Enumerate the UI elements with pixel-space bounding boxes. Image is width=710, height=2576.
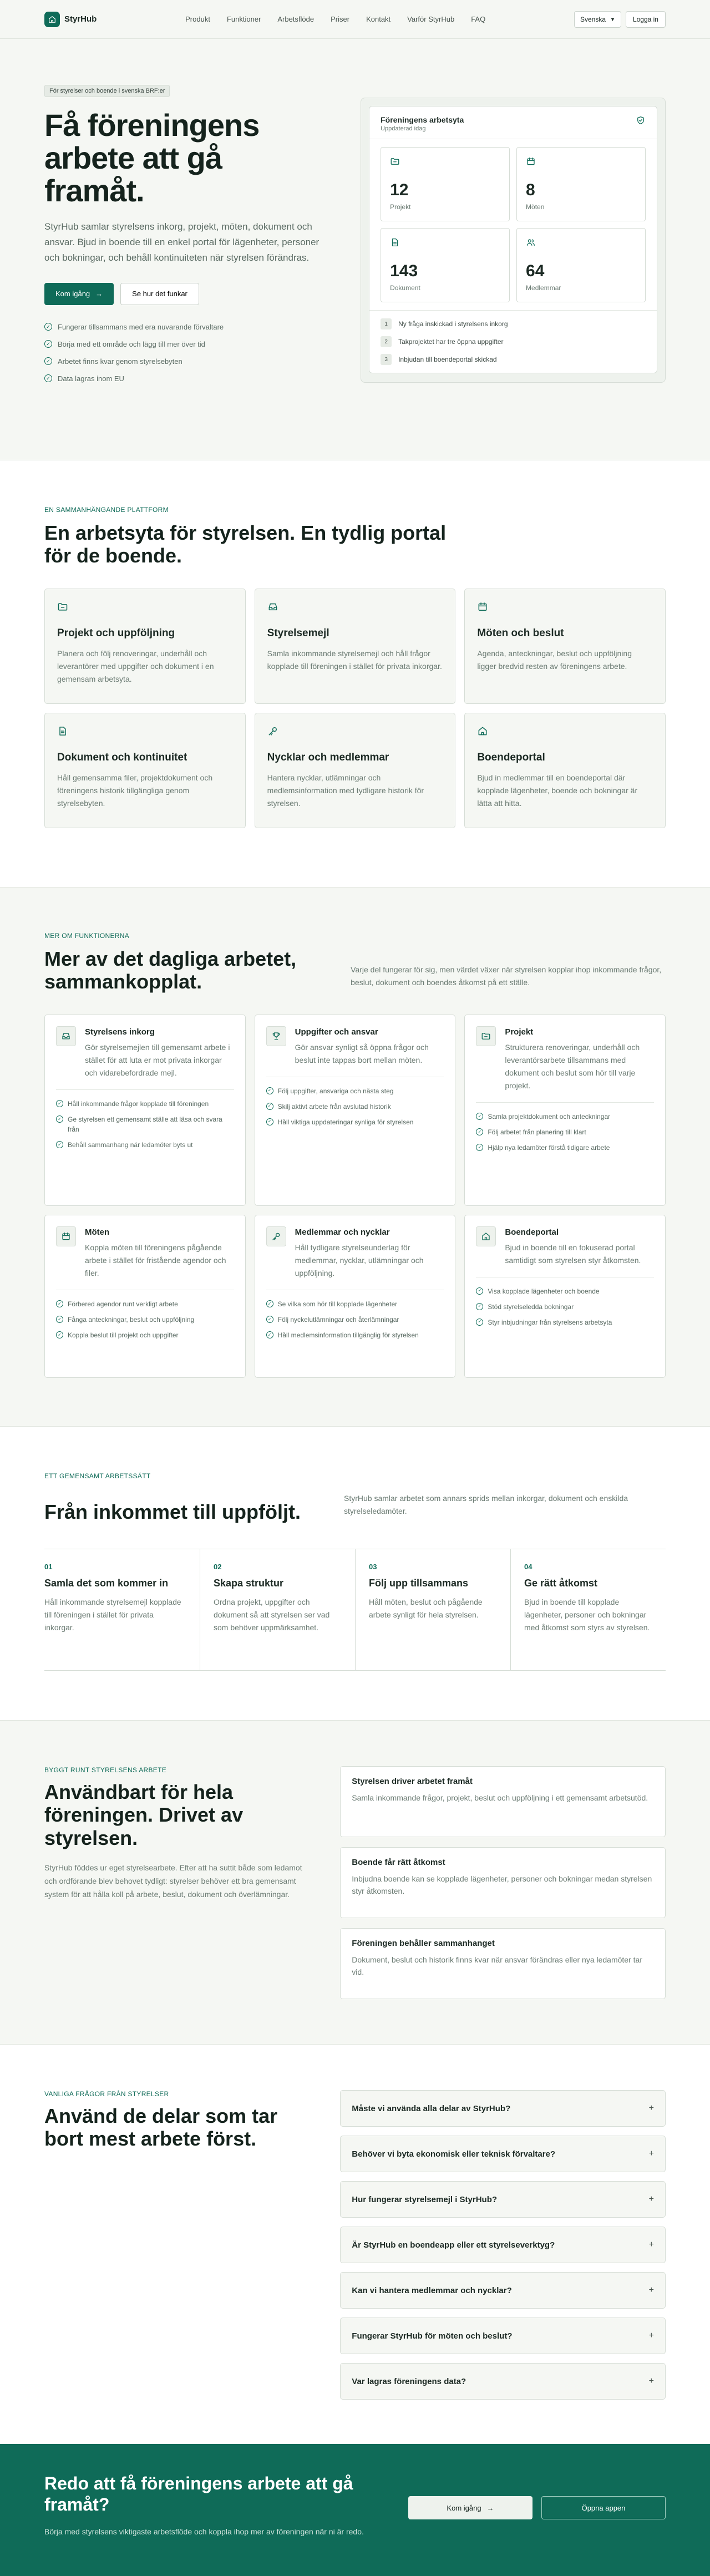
item-number: 1	[381, 318, 392, 329]
feature-item	[266, 1086, 444, 1096]
faq-item[interactable]	[340, 2136, 666, 2172]
folder-icon	[57, 601, 68, 612]
check-circle-icon: ✓	[56, 1115, 63, 1123]
item-text: Ny fråga inskickad i styrelsens inkorg	[398, 320, 508, 328]
cta-section	[0, 2444, 710, 2576]
feature-item-text: Behåll sammanhang när ledamöter byts ut	[68, 1141, 193, 1149]
feature-item	[56, 1315, 234, 1325]
get-started-button[interactable]	[44, 283, 114, 305]
faq-list	[340, 2090, 666, 2400]
platform-card	[255, 713, 456, 828]
check-circle-icon: ✓	[266, 1300, 273, 1307]
check-text: Fungerar tillsammans med era nuvarande förvaltare	[58, 322, 224, 331]
feature-item	[56, 1140, 234, 1150]
stat-label: Medlemmar	[526, 284, 561, 292]
about-text: StyrHub föddes ur eget styrelsearbete. Efter att ha suttit både som ledamot och ordförande blev behovet tydligt: styrelser behöver ett bra gemensamt system för att hålla koll på arbete, beslut, dokument och överlämningar.	[44, 1863, 302, 1899]
section-eyebrow: BYGGT RUNT STYRELSENS ARBETE	[44, 1766, 167, 1774]
plus-icon: +	[648, 2240, 654, 2249]
faq-item[interactable]	[340, 2318, 666, 2354]
faq-question: Var lagras föreningens data?	[352, 2376, 466, 2386]
card-text: Planera och följ renoveringar, underhåll och leverantörer med uppgifter och dokument i en gemensam arbetsyta.	[57, 648, 214, 683]
item-number: 3	[381, 354, 392, 365]
check-circle-icon: ✓	[476, 1303, 483, 1310]
nav-link-produkt[interactable]: Produkt	[185, 15, 210, 23]
faq-question: Är StyrHub en boendeapp eller ett styrelseverktyg?	[352, 2240, 555, 2250]
cta-title: Redo att få föreningens arbete att gå framåt?	[44, 2473, 353, 2515]
check-circle-icon: ✓	[476, 1128, 483, 1135]
feature-item-text: Ge styrelsen ett gemensamt ställe att läsa och svara från	[68, 1115, 222, 1134]
workflow-step	[200, 1549, 355, 1670]
platform-card	[464, 713, 666, 828]
check-circle-icon: ✓	[56, 1100, 63, 1107]
activity-list	[369, 310, 657, 373]
key-icon	[266, 1226, 286, 1246]
home-icon	[476, 1226, 496, 1246]
workspace-preview	[361, 98, 666, 383]
feature-item	[476, 1286, 654, 1296]
faq-item[interactable]	[340, 2227, 666, 2263]
feature-item-text: Följ nyckelutlämningar och återlämningar	[277, 1316, 399, 1324]
feature-text: Gör ansvar synligt så öppna frågor och beslut inte tappas bort mellan möten.	[295, 1042, 429, 1064]
faq-question: Fungerar StyrHub för möten och beslut?	[352, 2331, 513, 2341]
feature-card	[255, 1015, 456, 1206]
section-title: En arbetsyta för styrelsen. En tydlig portal för de boende.	[44, 521, 447, 567]
language-value: Svenska	[580, 15, 606, 23]
card-title: Projekt och uppföljning	[57, 627, 175, 639]
feature-item-text: Styr inbjudningar från styrelsens arbetsyta	[488, 1318, 612, 1326]
check-circle-icon: ✓	[44, 357, 52, 365]
step-title: Ge rätt åtkomst	[524, 1578, 598, 1589]
workspace-subtitle: Uppdaterad idag	[381, 125, 426, 132]
key-icon	[267, 726, 278, 737]
feature-title: Möten	[85, 1227, 110, 1237]
card-title: Nycklar och medlemmar	[267, 751, 389, 763]
faq-question: Måste vi använda alla delar av StyrHub?	[352, 2103, 511, 2113]
section-eyebrow: VANLIGA FRÅGOR FRÅN STYRELSER	[44, 2090, 169, 2098]
section-title: Använd de delar som tar bort mest arbete först.	[44, 2105, 278, 2151]
item-number: 2	[381, 336, 392, 347]
faq-item[interactable]	[340, 2090, 666, 2127]
about-card-title: Föreningen behåller sammanhanget	[352, 1939, 495, 1948]
feature-item-text: Hjälp nya ledamöter förstå tidigare arbete	[488, 1144, 610, 1152]
feature-title: Styrelsens inkorg	[85, 1027, 155, 1037]
feature-item	[56, 1099, 234, 1109]
step-number: 02	[214, 1563, 222, 1571]
step-title: Följ upp tillsammans	[369, 1578, 469, 1589]
feature-item	[476, 1143, 654, 1153]
feature-item	[266, 1117, 444, 1127]
list-item	[381, 318, 646, 329]
faq-item[interactable]	[340, 2272, 666, 2309]
feature-item	[476, 1127, 654, 1137]
stat-label: Projekt	[390, 203, 411, 211]
section-title: Från inkommet till uppföljt.	[44, 1500, 301, 1523]
feature-card	[464, 1215, 666, 1378]
feature-card	[44, 1015, 246, 1206]
step-title: Samla det som kommer in	[44, 1578, 169, 1589]
hero-check-item	[44, 357, 327, 366]
card-text: Hantera nycklar, utlämningar och medlemsinformation med tydligare historik för styrelsen.	[267, 773, 424, 808]
about-card-text: Samla inkommande frågor, projekt, beslut och uppföljning i ett gemensamt arbetsutöd.	[352, 1793, 648, 1802]
see-how-button[interactable]: Se hur det funkar	[120, 283, 199, 305]
section-eyebrow: ETT GEMENSAMT ARBETSSÄTT	[44, 1472, 151, 1480]
card-title: Boendeportal	[477, 751, 545, 763]
plus-icon: +	[648, 2376, 654, 2386]
faq-question: Kan vi hantera medlemmar och nycklar?	[352, 2285, 512, 2295]
feature-item	[476, 1112, 654, 1122]
feature-title: Uppgifter och ansvar	[295, 1027, 378, 1037]
hero-title: Få föreningens arbete att gå framåt.	[44, 108, 260, 208]
feature-item-text: Håll viktiga uppdateringar synliga för styrelsen	[277, 1118, 414, 1126]
feature-item	[266, 1102, 444, 1112]
feature-item	[56, 1299, 234, 1309]
nav-link-kontakt[interactable]: Kontakt	[366, 15, 391, 23]
feature-item-text: Skilj aktivt arbete från avslutad historik	[277, 1102, 391, 1110]
folder-icon	[476, 1026, 496, 1046]
section-intro: StyrHub samlar arbetet som annars sprids mellan inkorgar, dokument och enskilda styrelseledamöter.	[344, 1494, 628, 1516]
nav-link-varfor[interactable]: Varför StyrHub	[407, 15, 455, 23]
about-card	[340, 1928, 666, 1999]
feature-title: Medlemmar och nycklar	[295, 1227, 390, 1237]
check-circle-icon: ✓	[476, 1144, 483, 1151]
feature-item-text: Samla projektdokument och anteckningar	[488, 1113, 611, 1121]
faq-item[interactable]	[340, 2181, 666, 2218]
brand-name: StyrHub	[64, 14, 97, 24]
feature-item-text: Håll medlemsinformation tillgänglig för styrelsen	[277, 1331, 419, 1340]
check-circle-icon: ✓	[56, 1300, 63, 1307]
feature-title: Projekt	[505, 1027, 534, 1037]
nav-link-faq[interactable]: FAQ	[471, 15, 486, 23]
arrow-right-icon: →	[95, 290, 103, 298]
features-section	[0, 888, 710, 1427]
check-circle-icon: ✓	[44, 323, 52, 331]
workflow-section	[0, 1427, 710, 1721]
arrow-right-icon: →	[486, 2503, 494, 2512]
item-text: Inbjudan till boendeportal skickad	[398, 356, 497, 363]
feature-text: Strukturera renoveringar, underhåll och leverantörsarbete tillsammans med dokument och beslut som hör till varje projekt.	[505, 1042, 640, 1091]
section-intro: Varje del fungerar för sig, men värdet växer när styrelsen kopplar ihop inkommande frågor, beslut, dokument och boendes åtkomst på ett ställe.	[351, 965, 662, 987]
hero-section	[0, 39, 710, 460]
stat-value: 143	[390, 262, 418, 280]
step-text: Håll möten, beslut och pågående arbete synligt för hela styrelsen.	[369, 1598, 483, 1620]
feature-card	[464, 1015, 666, 1206]
platform-card	[464, 589, 666, 704]
feature-title: Boendeportal	[505, 1227, 559, 1237]
brand-logo[interactable]	[44, 12, 97, 27]
faq-question: Hur fungerar styrelsemejl i StyrHub?	[352, 2194, 498, 2204]
top-nav	[0, 0, 710, 39]
feature-item-text: Förbered agendor runt verkligt arbete	[68, 1300, 178, 1309]
feature-card	[44, 1215, 246, 1378]
feature-item	[266, 1315, 444, 1325]
feature-item-text: Koppla beslut till projekt och uppgifter	[68, 1331, 179, 1340]
house-logo-icon	[44, 12, 60, 27]
about-card-text: Dokument, beslut och historik finns kvar när ansvar förändras eller nya ledamöter tar vid.	[352, 1955, 642, 1977]
workflow-step	[355, 1549, 510, 1670]
about-card	[340, 1766, 666, 1837]
plus-icon: +	[648, 2331, 654, 2340]
check-text: Arbetet finns kvar genom styrelsebyten	[58, 357, 182, 366]
calendar-icon	[477, 601, 488, 612]
workflow-step	[510, 1549, 666, 1670]
card-title: Styrelsemejl	[267, 627, 329, 639]
card-text: Agenda, anteckningar, beslut och uppföljning ligger bredvid resten av föreningens arbete.	[477, 648, 632, 671]
about-card-text: Inbjudna boende kan se kopplade lägenheter, personer och bokningar medan styrelsen styr åtkomsten.	[352, 1874, 652, 1896]
stat-value: 64	[526, 262, 545, 280]
plus-icon: +	[648, 2194, 654, 2204]
check-circle-icon: ✓	[266, 1087, 273, 1094]
feature-item-text: Håll inkommande frågor kopplade till föreningen	[68, 1100, 209, 1108]
section-eyebrow: EN SAMMANHÄNGANDE PLATTFORM	[44, 506, 169, 514]
faq-section	[0, 2045, 710, 2444]
check-circle-icon: ✓	[56, 1331, 63, 1338]
step-text: Bjud in boende till kopplade lägenheter, personer och bokningar med åtkomst som styrs av styrelsen.	[524, 1598, 650, 1632]
stat-value: 12	[390, 181, 409, 199]
home-icon	[477, 726, 488, 737]
plus-icon: +	[648, 2285, 654, 2295]
step-number: 01	[44, 1563, 53, 1571]
feature-item	[476, 1317, 654, 1327]
item-text: Takprojektet har tre öppna uppgifter	[398, 338, 504, 346]
check-circle-icon: ✓	[56, 1141, 63, 1148]
feature-item-text: Stöd styrelseledda bokningar	[488, 1302, 574, 1311]
list-item	[381, 354, 646, 365]
check-circle-icon: ✓	[266, 1103, 273, 1110]
nav-links	[185, 15, 485, 23]
feature-item	[56, 1330, 234, 1340]
stat-label: Möten	[526, 203, 545, 211]
nav-link-arbetsflode[interactable]: Arbetsflöde	[277, 15, 315, 23]
check-circle-icon: ✓	[56, 1316, 63, 1323]
workflow-step	[44, 1549, 200, 1670]
hero-check-item	[44, 323, 327, 331]
login-button[interactable]: Logga in	[626, 11, 666, 28]
check-circle-icon: ✓	[476, 1113, 483, 1120]
card-text: Bjud in medlemmar till en boendeportal där kopplade lägenheter, boende och bokningar är lätta att hitta.	[477, 773, 638, 808]
step-number: 04	[524, 1563, 532, 1571]
about-card-title: Styrelsen driver arbetet framåt	[352, 1777, 473, 1786]
about-card	[340, 1847, 666, 1918]
feature-item	[476, 1302, 654, 1312]
workspace-title: Föreningens arbetsyta	[381, 115, 464, 124]
feature-item	[56, 1114, 234, 1134]
calendar-icon	[56, 1226, 76, 1246]
platform-card	[44, 589, 246, 704]
stat-documents	[381, 228, 510, 302]
feature-text: Håll tydligare styrelseunderlag för medlemmar, nycklar, utlämningar och uppföljning.	[295, 1243, 424, 1277]
check-text: Börja med ett område och lägg till mer över tid	[58, 339, 205, 348]
step-title: Skapa struktur	[214, 1578, 284, 1589]
check-text: Data lagras inom EU	[58, 374, 124, 383]
step-text: Ordna projekt, uppgifter och dokument så att styrelsen ser vad som behöver uppmärksamhet.	[214, 1598, 330, 1632]
open-app-button[interactable]: Öppna appen	[541, 2496, 666, 2519]
feature-item	[266, 1330, 444, 1340]
card-title: Dokument och kontinuitet	[57, 751, 187, 763]
feature-item-text: Fånga anteckningar, beslut och uppföljning	[68, 1316, 195, 1324]
document-icon	[57, 726, 68, 737]
check-circle-icon: ✓	[266, 1331, 273, 1338]
platform-card	[255, 589, 456, 704]
users-icon	[526, 237, 536, 247]
plus-icon: +	[648, 2149, 654, 2158]
feature-text: Gör styrelsemejlen till gemensamt arbete i stället för att luta er mot privata inkorgar och vidarebefordrade mejl.	[85, 1042, 230, 1077]
check-circle-icon: ✓	[476, 1319, 483, 1326]
language-select[interactable]	[574, 11, 621, 28]
stat-value: 8	[526, 181, 535, 199]
card-text: Samla inkommande styrelsemejl och håll frågor kopplade till föreningen i stället för privata inkorgar.	[267, 648, 442, 671]
feature-item-text: Visa kopplade lägenheter och boende	[488, 1287, 600, 1295]
step-text: Håll inkommande styrelsemejl kopplade till föreningen i stället för privata inkorgar.	[44, 1598, 181, 1632]
platform-card	[44, 713, 246, 828]
faq-item[interactable]	[340, 2363, 666, 2400]
check-circle-icon: ✓	[44, 374, 52, 382]
hero-check-item	[44, 374, 327, 383]
hero-pill: För styrelser och boende i svenska BRF:er	[44, 85, 170, 97]
about-section	[0, 1721, 710, 2045]
card-text: Håll gemensamma filer, projektdokument och föreningens historik tillgängliga genom styrelsebyten.	[57, 773, 213, 808]
feature-text: Bjud in boende till en fokuserad portal samtidigt som styrelsen styr åtkomsten.	[505, 1243, 641, 1265]
list-item	[381, 336, 646, 347]
feature-item	[266, 1299, 444, 1309]
section-eyebrow: MER OM FUNKTIONERNA	[44, 932, 130, 940]
inbox-icon	[56, 1026, 76, 1046]
check-circle-icon: ✓	[476, 1287, 483, 1295]
feature-item-text: Följ uppgifter, ansvariga och nästa steg	[277, 1087, 394, 1095]
stat-meetings	[516, 147, 646, 221]
section-title: Mer av det dagliga arbetet, sammankopplat.	[44, 947, 297, 993]
nav-link-funktioner[interactable]: Funktioner	[226, 15, 261, 23]
cta-get-started-button[interactable]	[408, 2496, 532, 2519]
hero-lead: StyrHub samlar styrelsens inkorg, projekt, möten, dokument och ansvar. Bjud in boende till en enkel portal för lägenheter, personer och bokningar, och behåll kontinuiteten när styrelsen förändras.	[44, 221, 320, 263]
folder-icon	[390, 156, 400, 166]
check-circle-icon: ✓	[266, 1118, 273, 1125]
section-title: Användbart för hela föreningen. Drivet av styrelsen.	[44, 1781, 244, 1849]
nav-link-priser[interactable]: Priser	[331, 15, 350, 23]
trophy-icon	[266, 1026, 286, 1046]
platform-section	[0, 460, 710, 888]
about-card-title: Boende får rätt åtkomst	[352, 1858, 445, 1867]
plus-icon: +	[648, 2103, 654, 2113]
faq-question: Behöver vi byta ekonomisk eller teknisk förvaltare?	[352, 2149, 556, 2159]
stat-label: Dokument	[390, 284, 420, 292]
check-circle-icon: ✓	[44, 340, 52, 348]
feature-card	[255, 1215, 456, 1378]
inbox-icon	[267, 601, 278, 612]
stat-members	[516, 228, 646, 302]
shield-check-icon	[636, 115, 646, 125]
calendar-icon	[526, 156, 536, 166]
hero-checklist	[44, 323, 327, 383]
get-started-label: Kom igång	[55, 290, 90, 298]
stat-projects	[381, 147, 510, 221]
card-title: Möten och beslut	[477, 627, 564, 639]
feature-item-text: Följ arbetet från planering till klart	[488, 1128, 586, 1137]
cta-text: Börja med styrelsens viktigaste arbetsflöde och koppla ihop mer av föreningen när ni är redo.	[44, 2527, 364, 2536]
feature-item-text: Se vilka som hör till kopplade lägenheter	[277, 1300, 398, 1309]
feature-text: Koppla möten till föreningens pågående arbete i stället för fristående agendor och filer.	[85, 1243, 226, 1277]
document-icon	[390, 237, 400, 247]
hero-check-item	[44, 340, 327, 348]
cta-get-started-label: Kom igång	[447, 2503, 481, 2512]
check-circle-icon: ✓	[266, 1316, 273, 1323]
step-number: 03	[369, 1563, 377, 1571]
chevron-down-icon: ▼	[610, 16, 615, 22]
